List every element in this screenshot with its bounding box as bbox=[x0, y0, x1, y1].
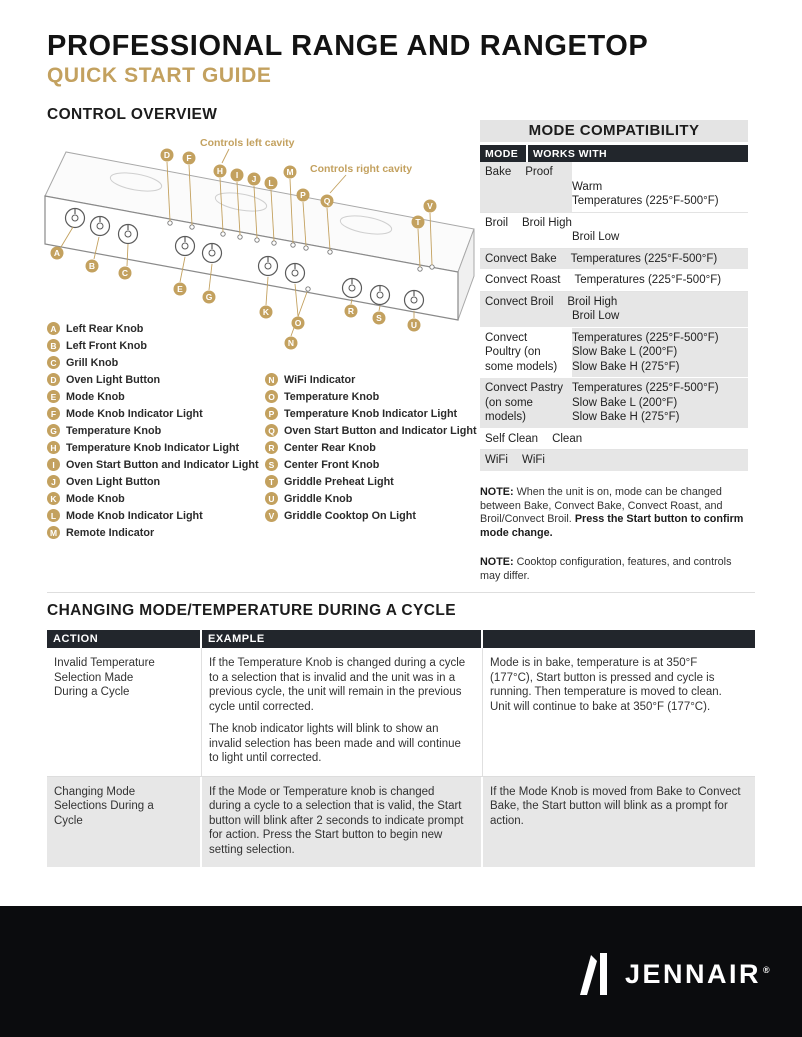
footer-bar bbox=[0, 906, 802, 1037]
page-title: PROFESSIONAL RANGE AND RANGETOP bbox=[47, 30, 649, 62]
works-with-list bbox=[572, 381, 743, 425]
example-paragraph: If the Mode or Temperature knob is changed during a cycle to a selection that is valid, the Start button will blink after 2 seconds to indicate prompt for action. Press the Start button to begin new setting selection. bbox=[209, 785, 464, 856]
mode-row bbox=[480, 270, 748, 292]
works-item: Temperatures (225°F-500°F) bbox=[572, 331, 719, 344]
mode-name: Convect Pastry (on some models) bbox=[485, 382, 563, 423]
works-item: Proof bbox=[525, 166, 553, 178]
legend-label: Oven Start Button and Indicator Light bbox=[284, 424, 477, 437]
svg-text:B: B bbox=[88, 261, 96, 271]
mode-compatibility-table bbox=[480, 120, 748, 472]
mode-row bbox=[480, 162, 748, 213]
callout-badge-D: D bbox=[47, 373, 60, 386]
diagram-badge-Q bbox=[321, 195, 334, 208]
note-label: NOTE: bbox=[480, 556, 514, 568]
diagram-badge-N bbox=[285, 337, 298, 350]
legend-item bbox=[265, 490, 477, 507]
works-item: Temperatures (225°F-500°F) bbox=[572, 195, 719, 207]
legend-item bbox=[265, 456, 477, 473]
diagram-badge-G bbox=[203, 291, 216, 304]
legend-label: Left Front Knob bbox=[66, 339, 147, 352]
svg-text:E: E bbox=[177, 284, 183, 294]
legend-label: Mode Knob bbox=[66, 492, 125, 505]
svg-text:T: T bbox=[415, 217, 421, 227]
jennair-logo bbox=[578, 953, 770, 995]
mode-row bbox=[480, 450, 748, 472]
mode-name: WiFi bbox=[485, 454, 508, 466]
legend-label: Oven Light Button bbox=[66, 475, 161, 488]
works-item: Slow Bake H (275°F) bbox=[572, 360, 680, 373]
svg-text:L: L bbox=[268, 178, 274, 188]
legend-item bbox=[47, 337, 259, 354]
mode-compatibility-heading: MODE COMPATIBILITY bbox=[480, 120, 748, 142]
callout-badge-S: S bbox=[265, 458, 278, 471]
legend-label: Temperature Knob bbox=[284, 390, 380, 403]
legend-item bbox=[47, 354, 259, 371]
legend-label: WiFi Indicator bbox=[284, 373, 356, 386]
legend-item bbox=[47, 524, 259, 541]
svg-text:A: A bbox=[53, 248, 61, 258]
svg-text:U: U bbox=[410, 320, 418, 330]
diagram-badge-A bbox=[51, 247, 64, 260]
diagram-badge-K bbox=[260, 306, 273, 319]
works-item: Warm bbox=[572, 180, 603, 193]
diagram-badge-E bbox=[174, 283, 187, 296]
svg-text:V: V bbox=[427, 201, 433, 211]
legend-label: Mode Knob bbox=[66, 390, 125, 403]
mode-name: Convect Poultry (on some models) bbox=[485, 331, 558, 373]
mode-name: Self Clean bbox=[485, 432, 539, 445]
note-label: NOTE: bbox=[480, 486, 514, 498]
legend-item bbox=[47, 490, 259, 507]
svg-text:D: D bbox=[163, 150, 171, 160]
svg-text:F: F bbox=[186, 153, 192, 163]
legend-item bbox=[47, 371, 259, 388]
callout-badge-J: J bbox=[47, 475, 60, 488]
callout-badge-E: E bbox=[47, 390, 60, 403]
svg-text:J: J bbox=[251, 174, 257, 184]
legend-item bbox=[47, 456, 259, 473]
knob bbox=[371, 286, 390, 305]
callout-badge-H: H bbox=[47, 441, 60, 454]
works-item: Broil High bbox=[522, 216, 572, 229]
page-subtitle: QUICK START GUIDE bbox=[47, 64, 272, 87]
callout-badge-B: B bbox=[47, 339, 60, 352]
legend-column-1 bbox=[47, 320, 259, 541]
works-item: WiFi bbox=[522, 454, 545, 466]
svg-text:N: N bbox=[287, 338, 295, 348]
example-cell bbox=[202, 648, 483, 777]
diagram-badge-U bbox=[408, 319, 421, 332]
registered-trademark: ® bbox=[763, 964, 770, 975]
works-item: Slow Bake L (200°F) bbox=[572, 396, 678, 409]
callout-badge-F: F bbox=[47, 407, 60, 420]
svg-text:P: P bbox=[300, 190, 306, 200]
callout-badge-K: K bbox=[47, 492, 60, 505]
knob bbox=[203, 244, 222, 263]
section-heading-control-overview: CONTROL OVERVIEW bbox=[47, 106, 218, 123]
diagram-badge-J bbox=[248, 173, 261, 186]
note-emphasis: Press the Start button to confirm mode change. bbox=[480, 513, 744, 539]
legend-item bbox=[265, 473, 477, 490]
legend-label: Oven Start Button and Indicator Light bbox=[66, 458, 259, 471]
knob bbox=[343, 279, 362, 298]
cycle-row bbox=[47, 648, 755, 777]
legend-column-2 bbox=[265, 371, 477, 524]
legend-label: Griddle Knob bbox=[284, 492, 353, 505]
brand-name: JENNAIR ® bbox=[625, 958, 770, 989]
mode-table-body bbox=[480, 162, 748, 472]
legend-label: Grill Knob bbox=[66, 356, 119, 369]
legend-label: Mode Knob Indicator Light bbox=[66, 407, 203, 420]
diagram-badge-H bbox=[214, 165, 227, 178]
legend-label: Center Front Knob bbox=[284, 458, 380, 471]
mode-row bbox=[480, 249, 748, 271]
legend-item bbox=[265, 405, 477, 422]
diagram-badge-T bbox=[412, 216, 425, 229]
legend-label: Griddle Preheat Light bbox=[284, 475, 394, 488]
callout-badge-O: O bbox=[265, 390, 278, 403]
diagram-badge-S bbox=[373, 312, 386, 325]
diagram-badge-R bbox=[345, 305, 358, 318]
right-cavity-label: Controls right cavity bbox=[310, 163, 413, 175]
callout-badge-Q: Q bbox=[265, 424, 278, 437]
mode-name: Convect Broil bbox=[485, 295, 554, 308]
works-item: Broil High bbox=[567, 295, 618, 308]
mode-name: Convect Roast bbox=[485, 274, 561, 286]
legend-label: Griddle Cooktop On Light bbox=[284, 509, 416, 522]
svg-text:R: R bbox=[347, 306, 355, 316]
legend-item bbox=[47, 507, 259, 524]
cycle-table bbox=[47, 630, 755, 867]
section-divider bbox=[47, 592, 755, 593]
works-item: Slow Bake H (275°F) bbox=[572, 411, 680, 423]
left-cavity-label: Controls left cavity bbox=[200, 137, 295, 149]
works-item: Slow Bake L (200°F) bbox=[572, 346, 678, 358]
callout-badge-R: R bbox=[265, 441, 278, 454]
callout-badge-L: L bbox=[47, 509, 60, 522]
works-item: Temperatures (225°F-500°F) bbox=[574, 274, 722, 286]
mode-row bbox=[480, 429, 748, 451]
svg-text:G: G bbox=[205, 292, 213, 302]
knob bbox=[405, 291, 424, 310]
diagram-badge-P bbox=[297, 189, 310, 202]
legend-item bbox=[265, 388, 477, 405]
mode-name: Broil bbox=[485, 216, 509, 229]
svg-text:Q: Q bbox=[323, 196, 331, 206]
legend-label: Oven Light Button bbox=[66, 373, 161, 386]
scenario-cell: Mode is in bake, temperature is at 350°F (177°C), Start button is pressed and cycle is running. Then temperature is moved to clean. Unit will continue to bake at 350°F (177°C). bbox=[483, 648, 755, 777]
svg-text:H: H bbox=[216, 166, 224, 176]
knob bbox=[119, 225, 138, 244]
mode-row bbox=[480, 213, 748, 249]
scenario-cell: If the Mode Knob is moved from Bake to Convect Bake, the Start button will blink as a prompt for action. bbox=[490, 785, 741, 827]
legend-label: Center Rear Knob bbox=[284, 441, 376, 454]
callout-badge-T: T bbox=[265, 475, 278, 488]
section-heading-changing-mode: CHANGING MODE/TEMPERATURE DURING A CYCLE bbox=[47, 602, 456, 619]
diagram-badge-F bbox=[183, 152, 196, 165]
callout-badge-M: M bbox=[47, 526, 60, 539]
note: NOTE: When the unit is on, mode can be changed between Bake, Convect Bake, Convect Roast, and Broil/Convect Broil. Press the Start button to confirm mode change. bbox=[480, 486, 744, 539]
svg-text:C: C bbox=[121, 268, 129, 278]
legend-item bbox=[47, 320, 259, 337]
legend-label: Temperature Knob Indicator Light bbox=[66, 441, 240, 454]
example-column-header: EXAMPLE bbox=[208, 633, 265, 645]
mode-row bbox=[480, 292, 748, 328]
callout-badge-G: G bbox=[47, 424, 60, 437]
callout-badge-N: N bbox=[265, 373, 278, 386]
legend-item bbox=[265, 507, 477, 524]
works-item: Temperatures (225°F-500°F) bbox=[572, 382, 719, 394]
knob bbox=[176, 237, 195, 256]
knob bbox=[259, 257, 278, 276]
legend-item bbox=[47, 422, 259, 439]
callout-badge-U: U bbox=[265, 492, 278, 505]
works-item: Broil Low bbox=[572, 231, 620, 243]
note: NOTE: Cooktop configuration, features, and controls may differ. bbox=[480, 556, 732, 582]
knob bbox=[66, 209, 85, 228]
legend-label: Temperature Knob bbox=[66, 424, 162, 437]
diagram-badge-M bbox=[284, 166, 297, 179]
mode-name: Convect Bake bbox=[485, 252, 557, 265]
legend-label: Remote Indicator bbox=[66, 526, 155, 539]
mode-row bbox=[480, 378, 748, 429]
callout-badge-C: C bbox=[47, 356, 60, 369]
svg-text:S: S bbox=[376, 313, 382, 323]
notes bbox=[480, 486, 748, 599]
legend-item bbox=[47, 405, 259, 422]
svg-text:M: M bbox=[286, 167, 294, 177]
legend-item bbox=[265, 422, 477, 439]
legend-item bbox=[47, 388, 259, 405]
example-cell bbox=[202, 777, 483, 868]
works-with-column-header: WORKS WITH bbox=[533, 147, 607, 160]
legend-item bbox=[47, 439, 259, 456]
diagram-badge-L bbox=[265, 177, 278, 190]
svg-text:K: K bbox=[262, 307, 270, 317]
empty-column-header bbox=[483, 630, 755, 648]
works-with-list bbox=[572, 331, 743, 375]
jennair-logo-mark bbox=[578, 953, 612, 995]
knob bbox=[91, 217, 110, 236]
legend-item bbox=[265, 371, 477, 388]
cycle-table-body bbox=[47, 648, 755, 867]
diagram-badge-I bbox=[231, 169, 244, 182]
action-cell: Changing Mode Selections During a Cycle bbox=[47, 777, 202, 868]
legend-item bbox=[265, 439, 477, 456]
callout-badge-A: A bbox=[47, 322, 60, 335]
action-cell: Invalid Temperature Selection Made During a Cycle bbox=[47, 648, 202, 777]
callout-badge-I: I bbox=[47, 458, 60, 471]
action-column-header: ACTION bbox=[53, 633, 99, 645]
knob bbox=[286, 264, 305, 283]
diagram-badge-C bbox=[119, 267, 132, 280]
cycle-row bbox=[47, 777, 755, 868]
mode-name: Bake bbox=[485, 166, 512, 178]
mode-table-header bbox=[480, 145, 748, 162]
svg-text:I: I bbox=[235, 170, 239, 180]
legend-label: Mode Knob Indicator Light bbox=[66, 509, 203, 522]
works-item: Temperatures (225°F-500°F) bbox=[570, 252, 718, 265]
diagram-badge-D bbox=[161, 149, 174, 162]
works-item: Broil Low bbox=[572, 310, 620, 322]
example-paragraph: If the Temperature Knob is changed during a cycle to a selection that is invalid and the unit was in a previous cycle, the unit will remain in the previous cycle until corrected. bbox=[209, 657, 466, 713]
svg-text:O: O bbox=[294, 318, 302, 328]
callout-badge-P: P bbox=[265, 407, 278, 420]
example-paragraph: The knob indicator lights will blink to show an invalid selection has been made and will continue to light until corrected. bbox=[209, 723, 461, 764]
callout-badge-V: V bbox=[265, 509, 278, 522]
diagram-badge-O bbox=[292, 317, 305, 330]
cycle-table-header bbox=[47, 630, 755, 648]
mode-column-header: MODE bbox=[485, 147, 519, 160]
legend-label: Left Rear Knob bbox=[66, 322, 144, 335]
legend-item bbox=[47, 473, 259, 490]
mode-row bbox=[480, 328, 748, 379]
works-item: Clean bbox=[552, 432, 583, 445]
diagram-badge-B bbox=[86, 260, 99, 273]
legend-label: Temperature Knob Indicator Light bbox=[284, 407, 458, 420]
diagram-badge-V bbox=[424, 200, 437, 213]
